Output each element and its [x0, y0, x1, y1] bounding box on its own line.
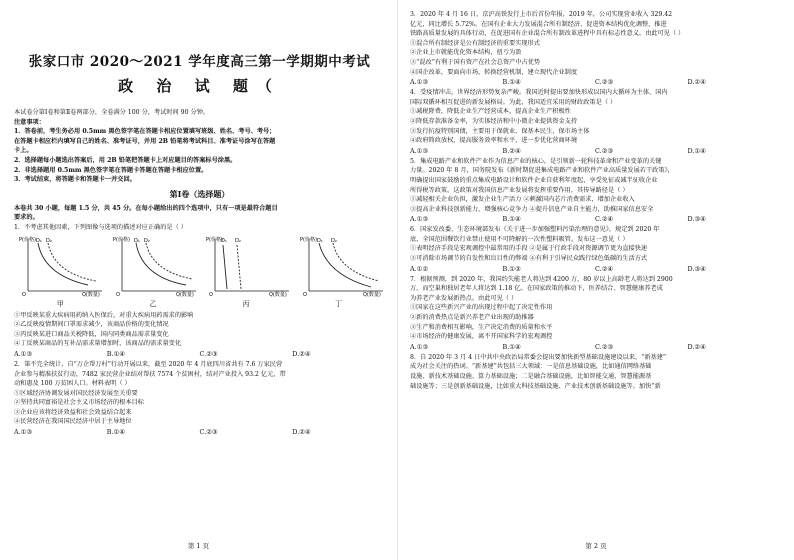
- d1-label: D₁: [316, 237, 323, 244]
- option: A.①③: [14, 428, 33, 437]
- question-6: 底，全国范围餐饮行业禁止使用不可降解的一次性塑料吸管。发布这一意见（ ）: [410, 235, 629, 243]
- intro-line: 注意事项：: [14, 118, 45, 126]
- option: B.①④: [502, 78, 521, 87]
- intro-line: 卡上。: [14, 147, 33, 155]
- intro-line: 2．选择题每小题选出答案后，用 2B 铅笔把答题卡上对应题目的答案标号涂黑。: [14, 156, 237, 164]
- curve-d2: [146, 243, 192, 279]
- option: A.①③: [410, 146, 429, 155]
- question-3: 亿元，同比增长 5.72%。在国有企业大力发展混合所有制经济、促进资本结构优化调整、推进: [410, 20, 667, 28]
- question-3: 铁路高质量发展的具体行动，在促进国有企业混合所有制改革进程中具有标志性意义。由此可见（ ）: [410, 30, 685, 38]
- question-8: 设施、新技术基础设施、算力基础设施；二是融合基础设施，比如智能交通、智慧能源基: [410, 373, 652, 380]
- q2-options: [14, 427, 385, 438]
- exam-title: 张家口市 2020～2021 学年度高三第一学期期中考试: [28, 54, 371, 70]
- curve-d1: [223, 245, 227, 289]
- question-5: 5．集成电路产业和软件产业作为信息产业的核心，是引领新一轮科技革命和产业变革的关键: [410, 157, 662, 165]
- option: D.②④: [292, 428, 311, 437]
- question-5: 明确提出国家鼓励的重点集成电路设计和软件企业自获利年度起，享受免征或减半征收企业: [410, 176, 658, 184]
- option: B.①④: [106, 349, 125, 358]
- exam-page-2: [397, 0, 794, 560]
- figure-label: 乙: [149, 299, 157, 308]
- q3-item: ③“混改”有利于国有资产在社会总资产中占优势: [410, 58, 541, 66]
- question-8: 础设施等；三是创新基础设施，比如重大科技基础设施、产业技术创新基础设施等。加快“新: [410, 382, 661, 390]
- option: B.①④: [502, 215, 521, 224]
- d2-label: D₂: [46, 237, 52, 244]
- intro-line: 2．非选择题用 0.5mm 黑色签字笔在答题卡答题在答题卡相应位置。: [14, 166, 208, 174]
- intro-line: 1．答卷前，考生务必用 0.5mm 黑色签字笔在答题卡相应位置填写班级、姓名、考号、考号；: [14, 128, 276, 136]
- intro-line: 3．考试结束，将答题卡和答题卡一并交回。: [14, 176, 136, 184]
- origin-label: O: [115, 291, 120, 297]
- q5-item: ①减轻相关企业负担，激发企业生产活力 ②刺激国内芯片消费需求，增加企业收入: [410, 196, 635, 204]
- curve-d2: [333, 243, 379, 281]
- curve-d1: [38, 243, 88, 285]
- q5-item: ③提高企业科技创新能力，增强核心竞争力 ④提升信息产业自主能力，助推国家信息安全: [410, 205, 654, 213]
- figure-label: 甲: [56, 299, 64, 308]
- option: C.②④: [595, 264, 614, 273]
- q1-options: [14, 349, 385, 360]
- question-8: 成为社会关注的热词。“新基建”共包括三大领域：一是信息基础设施，比如通信网络基础: [410, 363, 652, 371]
- q2-item: ④民营经济在我国国民经济中居于主导地位: [14, 418, 132, 426]
- question-7: 7．根据预测，到 2020 年，我国约失能老人将达到 4200 万，80 岁以上高龄老人将达到 2900: [410, 275, 673, 283]
- q7-item: ④市场经济的健康发展，离不开国家科学的宏观调控: [410, 333, 553, 341]
- q4-item: ③发行抗疫特别国债，主要用于保就业、保基本民生、保市场主体: [410, 127, 590, 135]
- option: D.①④: [687, 146, 706, 155]
- section-note: 要求的。: [14, 214, 39, 222]
- x-axis-label: Q(数量): [362, 291, 381, 297]
- q4-item: ②降低存款准备金率，为实体经济和中小微企业提供资金支持: [410, 117, 578, 125]
- question-7: 为养老产业发展新热点。由此可见（ ）: [410, 294, 518, 302]
- q7-item: ②新的消费热点是新兴养老产业出现的助推器: [410, 314, 534, 322]
- d2-label: D₂: [143, 237, 150, 244]
- y-axis-label: P(价格): [206, 236, 224, 243]
- q5-options: [410, 214, 780, 225]
- intro-line: 在答题卡相应栏内填写自己的姓名、准考证号，并用 2B 铅笔将考试科目、准考证号涂写在答题: [14, 137, 276, 145]
- q4-item: ①减税降费，降低企业生产经营成本，提高企业生产积极性: [410, 108, 571, 116]
- q6-item: ③可消除市场调节的自发性和盲目性的弊端 ④有利于引导民众践行绿色低碳的生活方式: [410, 255, 648, 263]
- intro-line: 本试卷分第Ⅰ卷和第Ⅱ卷两部分，全卷满分 100 分，考试时间 90 分钟。: [14, 109, 210, 116]
- option: B.②④: [502, 146, 521, 155]
- option: C.②③: [595, 342, 614, 351]
- page-number: 第 2 页: [585, 542, 607, 550]
- q3-item: ④国企改革，要面向市场，转换经营机制，建立现代企业制度: [410, 68, 578, 76]
- q1-item: ③丙反映某进口商品关税降低，国内同类商品需求量变化: [14, 330, 169, 338]
- demand-curve-figure: [112, 235, 198, 297]
- q7-item: ③生产和消费相互影响，生产决定消费的质量和水平: [410, 323, 553, 331]
- option: A.①③: [410, 342, 429, 351]
- q1-item: ①甲反映某重大疾病用药纳入医保后，对重大疾病用药需求的影响: [14, 311, 194, 319]
- demand-curve-figure: [18, 235, 104, 297]
- curve-d2: [237, 245, 241, 289]
- q1-item: ④丁反映某商品的互补品需求量增加时，该商品的需求量变化: [14, 340, 182, 348]
- question-2: 企业参与精准扶贫行动，7482 家民营企业结对帮扶 7574 个贫困村，结对产业投入 93.2 亿元，带: [14, 370, 286, 378]
- x-axis-label: Q(数量): [175, 291, 194, 297]
- q7-options: [410, 342, 780, 353]
- q4-options: [410, 146, 780, 157]
- option: D.③④: [687, 215, 706, 224]
- d2-label: D₂: [235, 237, 242, 244]
- option: D.③④: [687, 264, 706, 273]
- q2-item: ②坚持共同富裕是社会主义市场经济的根本目标: [14, 399, 144, 407]
- option: C.②③: [199, 428, 218, 437]
- q6-item: ①表明经济手段是宏观调控中最常用的手段 ②是属于行政手段对资源调节更为直接快速: [410, 245, 648, 253]
- option: B.①③: [502, 264, 521, 273]
- option: A.①②: [410, 264, 429, 273]
- question-4: 4．受疫情冲击，世界经济形势复杂严峻。我国近时提出要加快形成以国内大循环为主体、国内: [410, 89, 668, 97]
- option: A.①③: [410, 215, 429, 224]
- q3-item: ②企业上市就能优化资本结构，扭亏为盈: [410, 49, 522, 57]
- x-axis-label: Q(数量): [269, 291, 288, 297]
- y-axis-label: P(价格): [299, 236, 317, 243]
- d1-label: D₁: [221, 237, 228, 244]
- q6-options: [410, 264, 780, 275]
- page-number: 第 1 页: [187, 542, 210, 550]
- origin-label: O: [209, 291, 214, 297]
- section-heading: 第Ⅰ卷（选择题）: [169, 188, 230, 199]
- question-6: 6．国家发改委、生态环境部发布《关于进一步加强塑料污染治理的意见》，规定到 2020 年: [410, 226, 660, 234]
- option: D.②④: [292, 349, 311, 358]
- question-8: 8．自 2020 年 3 月 4 日中共中央政治局常委会提出要加快新型基础设施建设以来，“新基建”: [410, 353, 667, 361]
- q4-item: ④政府简政放权，提高服务效率和水平，进一步优化营商环境: [410, 137, 578, 145]
- option: D.②④: [687, 78, 706, 87]
- q2-item: ③企业应该将经济效益和社会效益结合起来: [14, 408, 132, 416]
- curve-d2: [48, 243, 96, 281]
- demand-curve-figures: [18, 235, 385, 297]
- question-5: 所得税等政策。这政策对我国信息产业发展将发挥重要作用，其传导路径是（ ）: [410, 186, 629, 194]
- figure-label: 丙: [242, 299, 250, 308]
- y-axis-label: P(价格): [112, 236, 130, 243]
- figure-label: 丁: [335, 299, 343, 308]
- question-2: 2．第不完全统计，自“万企帮万村”行动开展以来，截至 2020 年 4 月底四川省共有 7.6 万家民营: [14, 360, 283, 368]
- question-4: 国际双循环相互促进的新发展格局。为此，我国适宜采用的财政政策是（ ）: [410, 98, 617, 106]
- q7-item: ①国家在这些新兴产业的出现过程中起了决定性作用: [410, 304, 553, 312]
- demand-curve-figure: [205, 235, 291, 297]
- question-2: 动和惠及 100 万贫困人口。材料表明（ ）: [14, 380, 131, 388]
- option: D.②④: [687, 342, 706, 351]
- section-note: 本卷共 30 小题，每题 1.5 分，共 45 分。在每小题给出的四个选项中，只有一项是最符合题目: [14, 204, 278, 212]
- d1-label: D₁: [36, 237, 42, 244]
- option: B.①④: [502, 342, 521, 351]
- q3-item: ①混合所有制经济是公有制经济的重要实现形式: [410, 39, 540, 47]
- d1-label: D₁: [133, 237, 140, 244]
- question-1: 1．不考虑其他因素，下列图像与选项的描述对应正确的是（ ）: [14, 223, 187, 231]
- exam-subtitle: 政 治 试 题（: [118, 77, 281, 95]
- q2-item: ①区域经济协调发展对国民经济发展至关重要: [14, 389, 138, 397]
- option: A.①③: [14, 349, 33, 358]
- question-5: 力量。2020 年 8 月，国务院发布《新时期促进集成电路产业和软件产业高质量发展若干政策》，: [410, 167, 674, 175]
- curve-d1: [319, 243, 371, 287]
- option: C.②④: [595, 215, 614, 224]
- x-axis-label: Q(数量): [82, 291, 100, 297]
- figure-labels: [14, 299, 385, 309]
- option: C.②③: [595, 78, 614, 87]
- option: B.①④: [106, 428, 125, 437]
- q1-item: ②乙反映疫情期间口罩需求减少，该商品价格的变化情况: [14, 321, 169, 329]
- y-axis-label: P(价格): [19, 236, 36, 243]
- option: C.②③: [595, 146, 614, 155]
- origin-label: O: [22, 291, 26, 297]
- question-3: 3．2020 年 4 月 16 日，京沪高铁发行上市后首份年报，2019 年，公司实现营业收入 329.42: [410, 11, 673, 18]
- question-7: 万，而空巢和独居老年人将达到 1.18 亿。在国家政策的推动下，医养结合、智慧健康养老成: [410, 285, 663, 293]
- option: A.①③: [410, 78, 429, 87]
- demand-curve-figure: [299, 235, 385, 297]
- origin-label: O: [302, 291, 307, 297]
- option: C.②③: [199, 349, 218, 358]
- d2-label: D₂: [330, 237, 337, 244]
- curve-d1: [136, 243, 186, 285]
- q3-options: [410, 77, 780, 88]
